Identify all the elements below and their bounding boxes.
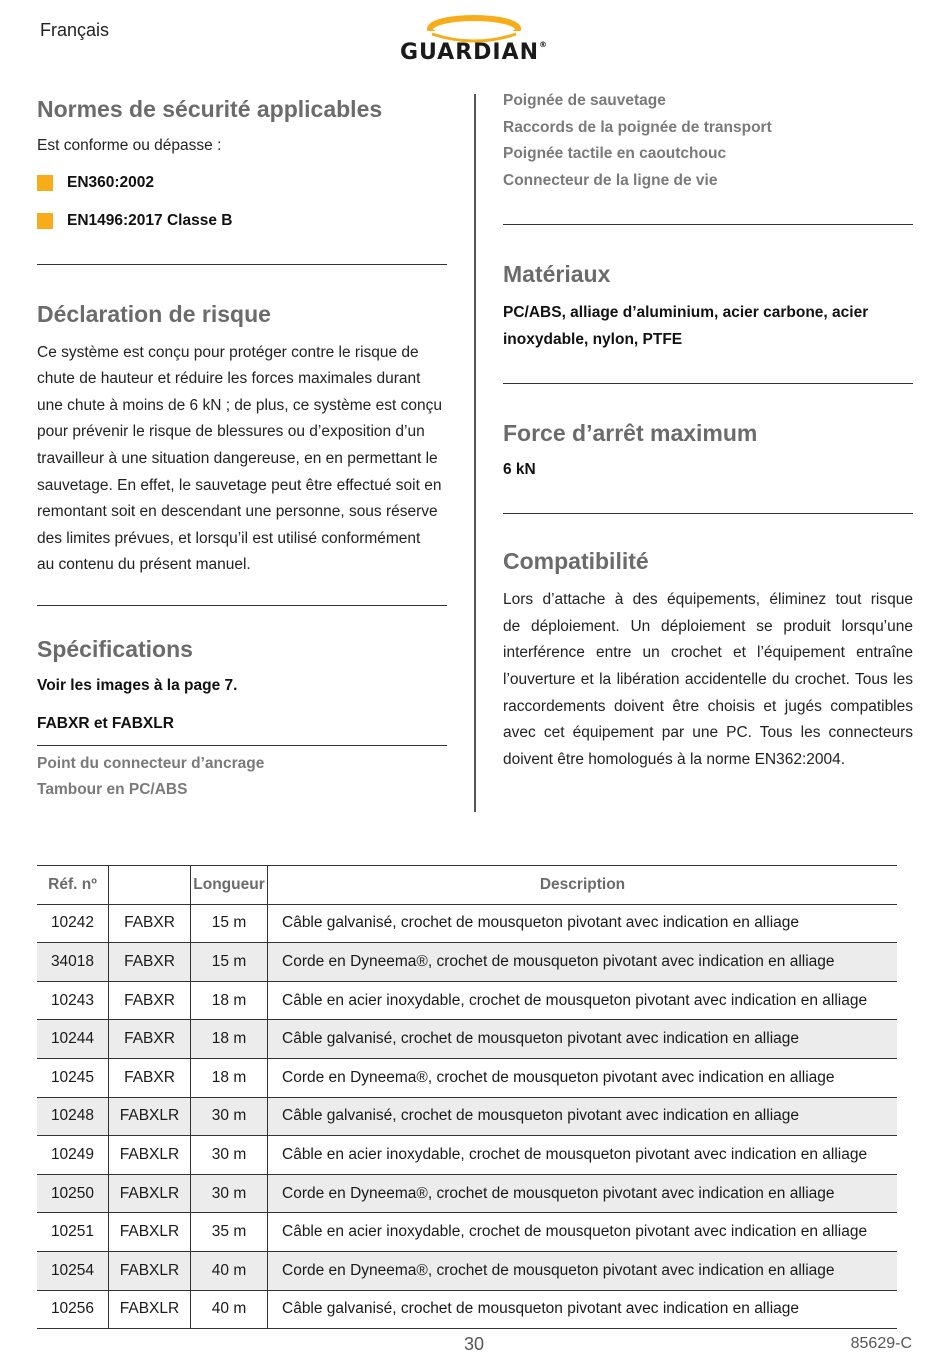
cell-ref: 10250	[37, 1174, 109, 1213]
table-row	[37, 1213, 897, 1252]
cell-ref: 10248	[37, 1097, 109, 1136]
standard-item	[37, 170, 447, 196]
see-images-note: Voir les images à la page 7.	[37, 676, 238, 694]
models-label: FABXR et FABXLR	[37, 714, 174, 732]
part-item: Raccords de la poignée de transport	[503, 118, 772, 136]
compat-line: doivent être homologués à la norme EN362:2004.	[503, 750, 846, 768]
cell-model: FABXLR	[109, 1213, 191, 1252]
brand-name: GUARDIAN	[399, 40, 540, 65]
header-length: Longueur	[191, 866, 268, 905]
risk-title: Déclaration de risque	[37, 300, 271, 327]
materials-line: PC/ABS, alliage d’aluminium, acier carbone, acier	[503, 304, 869, 321]
cell-description: Câble galvanisé, crochet de mousqueton pivotant avec indication en alliage	[268, 1097, 898, 1136]
materials-title: Matériaux	[503, 261, 611, 287]
cell-description: Câble galvanisé, crochet de mousqueton pivotant avec indication en alliage	[268, 1290, 898, 1329]
cell-ref: 10243	[37, 981, 109, 1020]
table-row	[37, 1058, 897, 1097]
risk-line: sauvetage. En effet, le sauvetage peut être effectué soit en	[37, 476, 442, 494]
cell-length: 30 m	[191, 1097, 268, 1136]
page-number: 30	[464, 1334, 485, 1354]
document-code: 85629-C	[850, 1335, 912, 1352]
cell-model: FABXR	[109, 1020, 191, 1059]
header-model	[109, 866, 191, 905]
table-row	[37, 904, 897, 943]
section-divider	[37, 745, 447, 746]
section-divider	[503, 383, 913, 384]
risk-line: remontant soit en descendant une personne, sous réserve	[37, 503, 438, 521]
cell-ref: 10242	[37, 904, 109, 943]
cell-model: FABXLR	[109, 1136, 191, 1175]
table-row	[37, 1097, 897, 1136]
cell-ref: 10245	[37, 1058, 109, 1097]
part-item: Tambour en PC/ABS	[37, 781, 188, 799]
header-description: Description	[268, 866, 898, 905]
risk-paragraph	[37, 340, 447, 579]
reference-table	[37, 865, 897, 1329]
safety-intro: Est conforme ou dépasse :	[37, 137, 222, 154]
compat-line: de déploiement. Un déploiement se produit lorsqu’une	[503, 617, 913, 635]
cell-length: 40 m	[191, 1290, 268, 1329]
safety-standards-title: Normes de sécurité applicables	[37, 96, 383, 122]
cell-length: 15 m	[191, 943, 268, 982]
part-item: Poignée de sauvetage	[503, 92, 666, 109]
cell-ref: 10254	[37, 1251, 109, 1290]
materials-line: inoxydable, nylon, PTFE	[503, 330, 683, 348]
cell-length: 18 m	[191, 981, 268, 1020]
cell-length: 40 m	[191, 1251, 268, 1290]
cell-ref: 10256	[37, 1290, 109, 1329]
cell-model: FABXR	[109, 904, 191, 943]
section-divider	[37, 605, 447, 606]
compatibility-title: Compatibilité	[503, 548, 649, 575]
table-row	[37, 943, 897, 982]
section-divider	[503, 513, 913, 514]
compat-line: Lors d’attache à des équipements, éliminez tout risque	[503, 591, 913, 609]
compat-line: interférence entre un crochet et l’équipement entraîne	[503, 644, 913, 662]
cell-description: Câble en acier inoxydable, crochet de mousqueton pivotant avec indication en alliage	[268, 1136, 898, 1175]
cell-model: FABXR	[109, 981, 191, 1020]
cell-ref: 10244	[37, 1020, 109, 1059]
risk-line: une chute à moins de 6 kN ; de plus, ce système est conçu	[37, 396, 442, 414]
risk-line: Ce système est conçu pour protéger contre le risque de	[37, 343, 419, 361]
cell-length: 18 m	[191, 1020, 268, 1059]
cell-description: Corde en Dyneema®, crochet de mousqueton pivotant avec indication en alliage	[268, 943, 898, 982]
risk-line: pour prévenir le risque de blessures ou d’exposition d’un	[37, 423, 425, 441]
table-row	[37, 981, 897, 1020]
risk-line: chute de hauteur et réduire les forces maximales durant	[37, 370, 421, 388]
standard-label: EN1496:2017 Classe B	[67, 211, 233, 229]
column-divider	[474, 94, 476, 812]
cell-ref: 34018	[37, 943, 109, 982]
risk-line: au contenu du présent manuel.	[37, 556, 251, 574]
compat-line: avec cet équipement par une PC. Tous les connecteurs	[503, 724, 913, 742]
cell-description: Corde en Dyneema®, crochet de mousqueton pivotant avec indication en alliage	[268, 1251, 898, 1290]
cell-description: Câble en acier inoxydable, crochet de mousqueton pivotant avec indication en alliage	[268, 1213, 898, 1252]
language-label: Français	[40, 20, 110, 40]
cell-model: FABXLR	[109, 1174, 191, 1213]
cell-length: 30 m	[191, 1174, 268, 1213]
cell-ref: 10251	[37, 1213, 109, 1252]
right-column	[503, 88, 913, 773]
bullet-square-icon	[37, 175, 53, 191]
cell-model: FABXLR	[109, 1251, 191, 1290]
table-header-row	[37, 866, 897, 905]
part-item: Poignée tactile en caoutchouc	[503, 145, 727, 162]
bullet-square-icon	[37, 213, 53, 229]
table-row	[37, 1251, 897, 1290]
cell-description: Corde en Dyneema®, crochet de mousqueton pivotant avec indication en alliage	[268, 1058, 898, 1097]
cell-description: Câble en acier inoxydable, crochet de mousqueton pivotant avec indication en alliage	[268, 981, 898, 1020]
brand-mark: ®	[539, 40, 549, 49]
cell-description: Câble galvanisé, crochet de mousqueton pivotant avec indication en alliage	[268, 904, 898, 943]
risk-line: des limites prévues, et lorsqu’il est utilisé conformément	[37, 529, 421, 547]
cell-model: FABXR	[109, 1058, 191, 1097]
part-item: Point du connecteur d’ancrage	[37, 754, 265, 772]
standard-label: EN360:2002	[67, 173, 155, 191]
cell-model: FABXLR	[109, 1097, 191, 1136]
compat-line: l’ouverture et la libération accidentelle du crochet. Tous les	[503, 670, 913, 688]
compat-line: raccordements doivent être choisis et jugés compatibles	[503, 697, 913, 715]
risk-line: travailleur à une situation dangereuse, en en permettant le	[37, 449, 438, 467]
cell-length: 30 m	[191, 1136, 268, 1175]
section-divider	[503, 224, 913, 225]
table-row	[37, 1174, 897, 1213]
cell-length: 35 m	[191, 1213, 268, 1252]
guardian-logo	[384, 14, 564, 66]
section-divider	[37, 264, 447, 265]
max-force-value: 6 kN	[503, 461, 536, 479]
part-item: Connecteur de la ligne de vie	[503, 171, 718, 189]
header-ref: Réf. nº	[37, 866, 109, 905]
cell-model: FABXR	[109, 943, 191, 982]
table-row	[37, 1290, 897, 1329]
cell-ref: 10249	[37, 1136, 109, 1175]
max-force-title: Force d’arrêt maximum	[503, 420, 758, 447]
table-row	[37, 1136, 897, 1175]
cell-model: FABXLR	[109, 1290, 191, 1329]
cell-length: 15 m	[191, 904, 268, 943]
standard-item	[37, 208, 447, 234]
cell-description: Câble galvanisé, crochet de mousqueton pivotant avec indication en alliage	[268, 1020, 898, 1059]
cell-length: 18 m	[191, 1058, 268, 1097]
specifications-title: Spécifications	[37, 635, 193, 662]
table-row	[37, 1020, 897, 1059]
left-column	[37, 90, 447, 804]
materials-text	[503, 300, 913, 353]
cell-description: Corde en Dyneema®, crochet de mousqueton pivotant avec indication en alliage	[268, 1174, 898, 1213]
compatibility-paragraph	[503, 587, 913, 773]
